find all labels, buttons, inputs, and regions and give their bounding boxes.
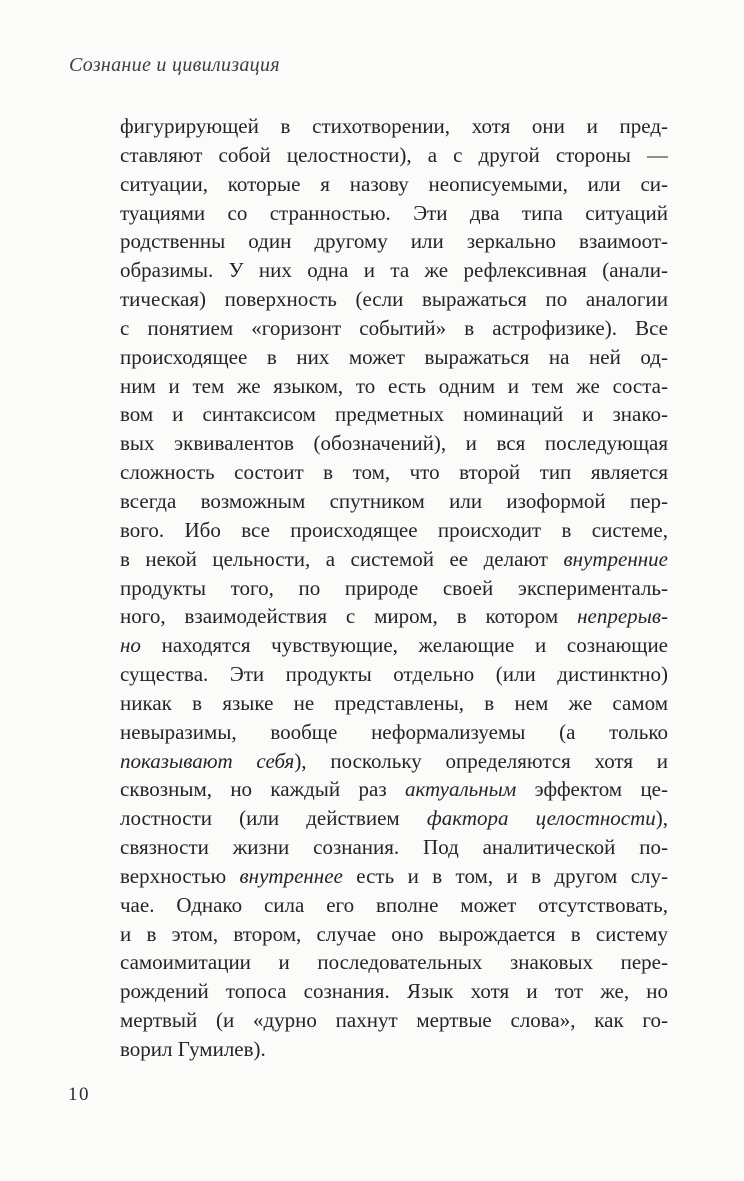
text-run: мертвый (и «дурно пахнут мертвые слова», как го-	[120, 1008, 668, 1033]
text-run: фигурирующей в стихотворении, хотя они и пред-	[120, 114, 668, 138]
text-line	[120, 487, 668, 516]
text-line	[120, 1006, 668, 1035]
text-run: родственны один другому или зеркально взаимоот-	[120, 229, 668, 254]
text-run: всегда возможным спутником или изоформой пер-	[120, 488, 668, 513]
text-line	[120, 977, 668, 1006]
text-line	[120, 458, 668, 487]
text-run: туациями со странностью. Эти два типа ситуаций	[120, 200, 668, 225]
text-line	[120, 574, 668, 603]
text-line	[120, 112, 668, 141]
text-line	[120, 516, 668, 545]
text-run: вом и синтаксисом предметных номинаций и знако-	[120, 402, 668, 427]
text-run: никак в языке не представлены, в нем же самом	[120, 690, 668, 715]
text-run: ним и тем же языком, то есть одним и тем же соста-	[120, 373, 668, 398]
text-line	[120, 372, 668, 401]
text-run: существа. Эти продукты отдельно (или дистинктно)	[120, 662, 668, 687]
text-line	[120, 689, 668, 718]
italic-text-run: фактора целостности	[426, 806, 656, 831]
text-run: ),	[655, 806, 668, 831]
running-header: Сознание и цивилизация	[69, 54, 280, 76]
text-run: вого. Ибо все происходящее происходит в системе,	[120, 517, 668, 542]
text-run: самоимитации и последовательных знаковых пере-	[120, 950, 668, 975]
page-number: 10	[68, 1084, 90, 1105]
text-run: связности жизни сознания. Под аналитической по-	[120, 835, 668, 860]
italic-text-run: но	[120, 633, 141, 658]
text-line	[120, 199, 668, 228]
text-line	[120, 718, 668, 747]
text-run: происходящее в них может выражаться на ней од-	[120, 344, 668, 369]
text-run: и в этом, втором, случае оно вырождается в систему	[120, 921, 668, 946]
text-line	[120, 1035, 668, 1064]
text-line	[120, 920, 668, 949]
text-line	[120, 545, 668, 574]
text-run: сквозным, но каждый раз	[120, 777, 405, 802]
body-paragraph	[120, 112, 668, 1064]
text-line	[120, 775, 668, 804]
italic-text-run: внутреннее	[239, 863, 343, 888]
text-line	[120, 343, 668, 372]
text-line	[120, 227, 668, 256]
text-line	[120, 833, 668, 862]
text-run: тическая) поверхность (если выражаться по аналогии	[120, 287, 668, 312]
text-run: образимы. У них одна и та же рефлексивная (анали-	[120, 258, 668, 283]
text-line	[120, 891, 668, 920]
text-run: лостности (или действием	[120, 806, 427, 831]
text-run: ситуации, которые я назову неописуемыми, или си-	[120, 171, 668, 196]
text-line	[120, 804, 668, 833]
text-line	[120, 314, 668, 343]
text-run: продукты того, по природе своей эксперименталь-	[120, 575, 668, 600]
text-run: ), поскольку определяются хотя и	[294, 748, 668, 773]
text-line	[120, 948, 668, 977]
text-line	[120, 141, 668, 170]
text-run: чае. Однако сила его вполне может отсутствовать,	[120, 892, 668, 917]
text-line	[120, 285, 668, 314]
text-line	[120, 429, 668, 458]
text-run: находятся чувствующие, желающие и сознающие	[140, 633, 668, 658]
text-run: вых эквивалентов (обозначений), и вся последующая	[120, 431, 668, 456]
italic-text-run: непрерыв-	[577, 604, 668, 629]
text-run: есть и в том, и в другом слу-	[342, 863, 668, 888]
text-line	[120, 602, 668, 631]
text-line	[120, 400, 668, 429]
text-run: сложность состоит в том, что второй тип является	[120, 460, 668, 485]
text-run: верхностью	[120, 863, 240, 888]
text-run: рождений топоса сознания. Язык хотя и тот же, но	[120, 979, 668, 1004]
text-run: с понятием «горизонт событий» в астрофизике). Все	[120, 315, 668, 340]
italic-text-run: показывают себя	[120, 748, 295, 773]
text-run: в некой цельности, а системой ее делают	[120, 546, 564, 571]
text-run: ставляют собой целостности), а с другой стороны —	[120, 142, 668, 167]
text-line	[120, 660, 668, 689]
text-line	[120, 256, 668, 285]
italic-text-run: актуальным	[404, 777, 517, 802]
text-run: эффектом це-	[516, 777, 668, 802]
text-run: ворил Гумилев).	[120, 1037, 266, 1061]
text-run: невыразимы, вообще неформализуемы (а только	[120, 719, 668, 744]
text-line	[120, 862, 668, 891]
text-line	[120, 170, 668, 199]
italic-text-run: внутренние	[563, 546, 668, 571]
text-run: ного, взаимодействия с миром, в котором	[120, 604, 578, 629]
text-line	[120, 747, 668, 776]
text-line	[120, 631, 668, 660]
